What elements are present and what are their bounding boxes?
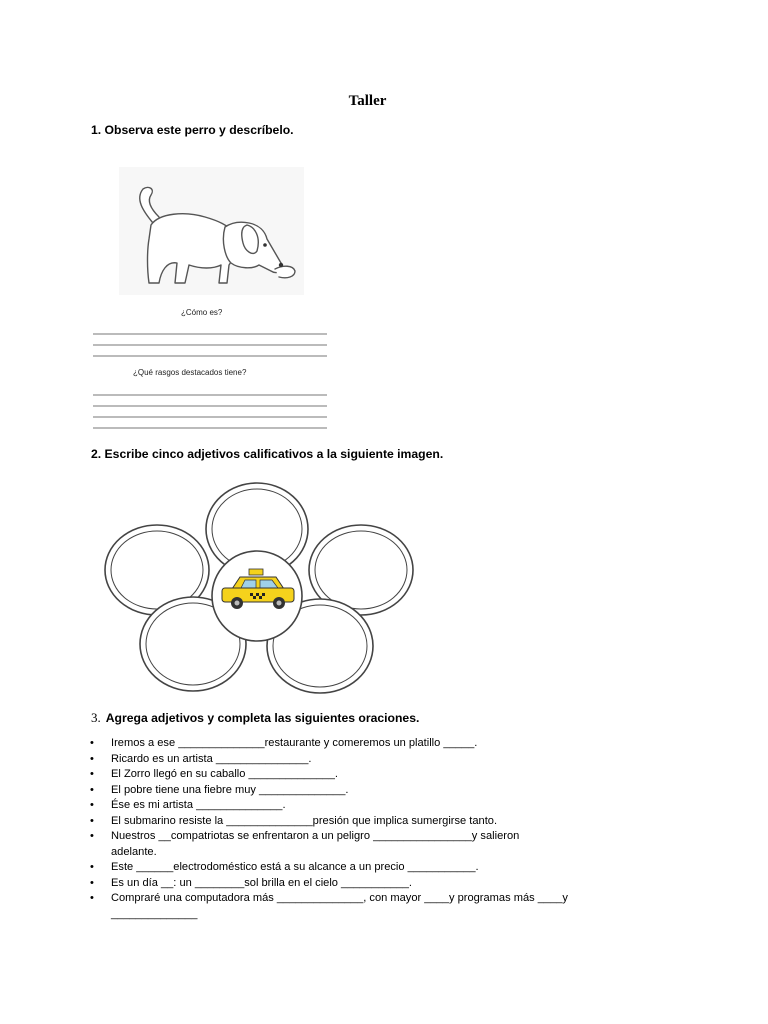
list-item <box>90 798 650 814</box>
list-item <box>90 876 650 892</box>
list-item <box>90 736 650 752</box>
bullet: • <box>90 783 94 796</box>
sentence-text: El submarino resiste la ______________presión que implica sumergirse tanto. <box>111 814 498 827</box>
bullet: • <box>90 876 94 889</box>
question-2-title: 2. Escribe cinco adjetivos calificativos a la siguiente imagen. <box>91 447 444 461</box>
prompt-como-es: ¿Cómo es? <box>181 308 223 317</box>
list-item <box>90 814 650 830</box>
sentence-text: Es un día __: un ________sol brilla en el cielo ___________. <box>111 876 412 889</box>
dog-worksheet-panel <box>89 165 331 431</box>
petal-right-inner <box>315 531 407 609</box>
bullet: • <box>90 861 94 873</box>
sentence-list <box>90 736 650 922</box>
dog-illustration <box>89 165 331 431</box>
list-item <box>90 829 650 860</box>
bullet: • <box>90 814 94 827</box>
sentence-text: Este ______electrodoméstico está a su alcance a un precio ___________. <box>111 861 479 873</box>
sentence-text: El Zorro llegó en su caballo ______________. <box>111 768 338 780</box>
question-1-title: 1. Observa este perro y descríbelo. <box>91 123 294 137</box>
question-3-title <box>91 710 419 726</box>
page-title: Taller <box>348 93 387 109</box>
sentence-text: Compraré una computadora más ______________, con mayor ____y programas más ____y <box>111 892 568 904</box>
question-3-number: 3. <box>91 710 101 725</box>
sentence-text: Nuestros __compatriotas se enfrentaron a un peligro ________________y salieron <box>111 830 520 842</box>
bullet: • <box>90 892 94 904</box>
list-item <box>90 860 650 876</box>
sentence-text: Ricardo es un artista _______________. <box>111 752 312 765</box>
sentence-text: El pobre tiene una fiebre muy ______________. <box>111 783 349 796</box>
sentence-text: Ése es mi artista ______________. <box>111 799 286 811</box>
bullet: • <box>90 799 94 811</box>
list-item <box>90 767 650 783</box>
question-3-title-text: Agrega adjetivos y completa las siguientes oraciones. <box>105 711 420 725</box>
list-item <box>90 891 650 922</box>
list-item <box>90 783 650 799</box>
sentence-text: Iremos a ese ______________restaurante y comeremos un platillo _____. <box>111 737 478 749</box>
sentence-continuation: ______________ <box>111 907 198 920</box>
list-item <box>90 752 650 768</box>
bullet: • <box>90 830 94 842</box>
prompt-rasgos: ¿Qué rasgos destacados tiene? <box>133 368 247 377</box>
bullet: • <box>90 768 94 780</box>
bullet: • <box>90 752 94 765</box>
sentence-continuation: adelante. <box>111 845 157 858</box>
bullet: • <box>90 737 94 749</box>
flower-diagram <box>98 477 420 701</box>
